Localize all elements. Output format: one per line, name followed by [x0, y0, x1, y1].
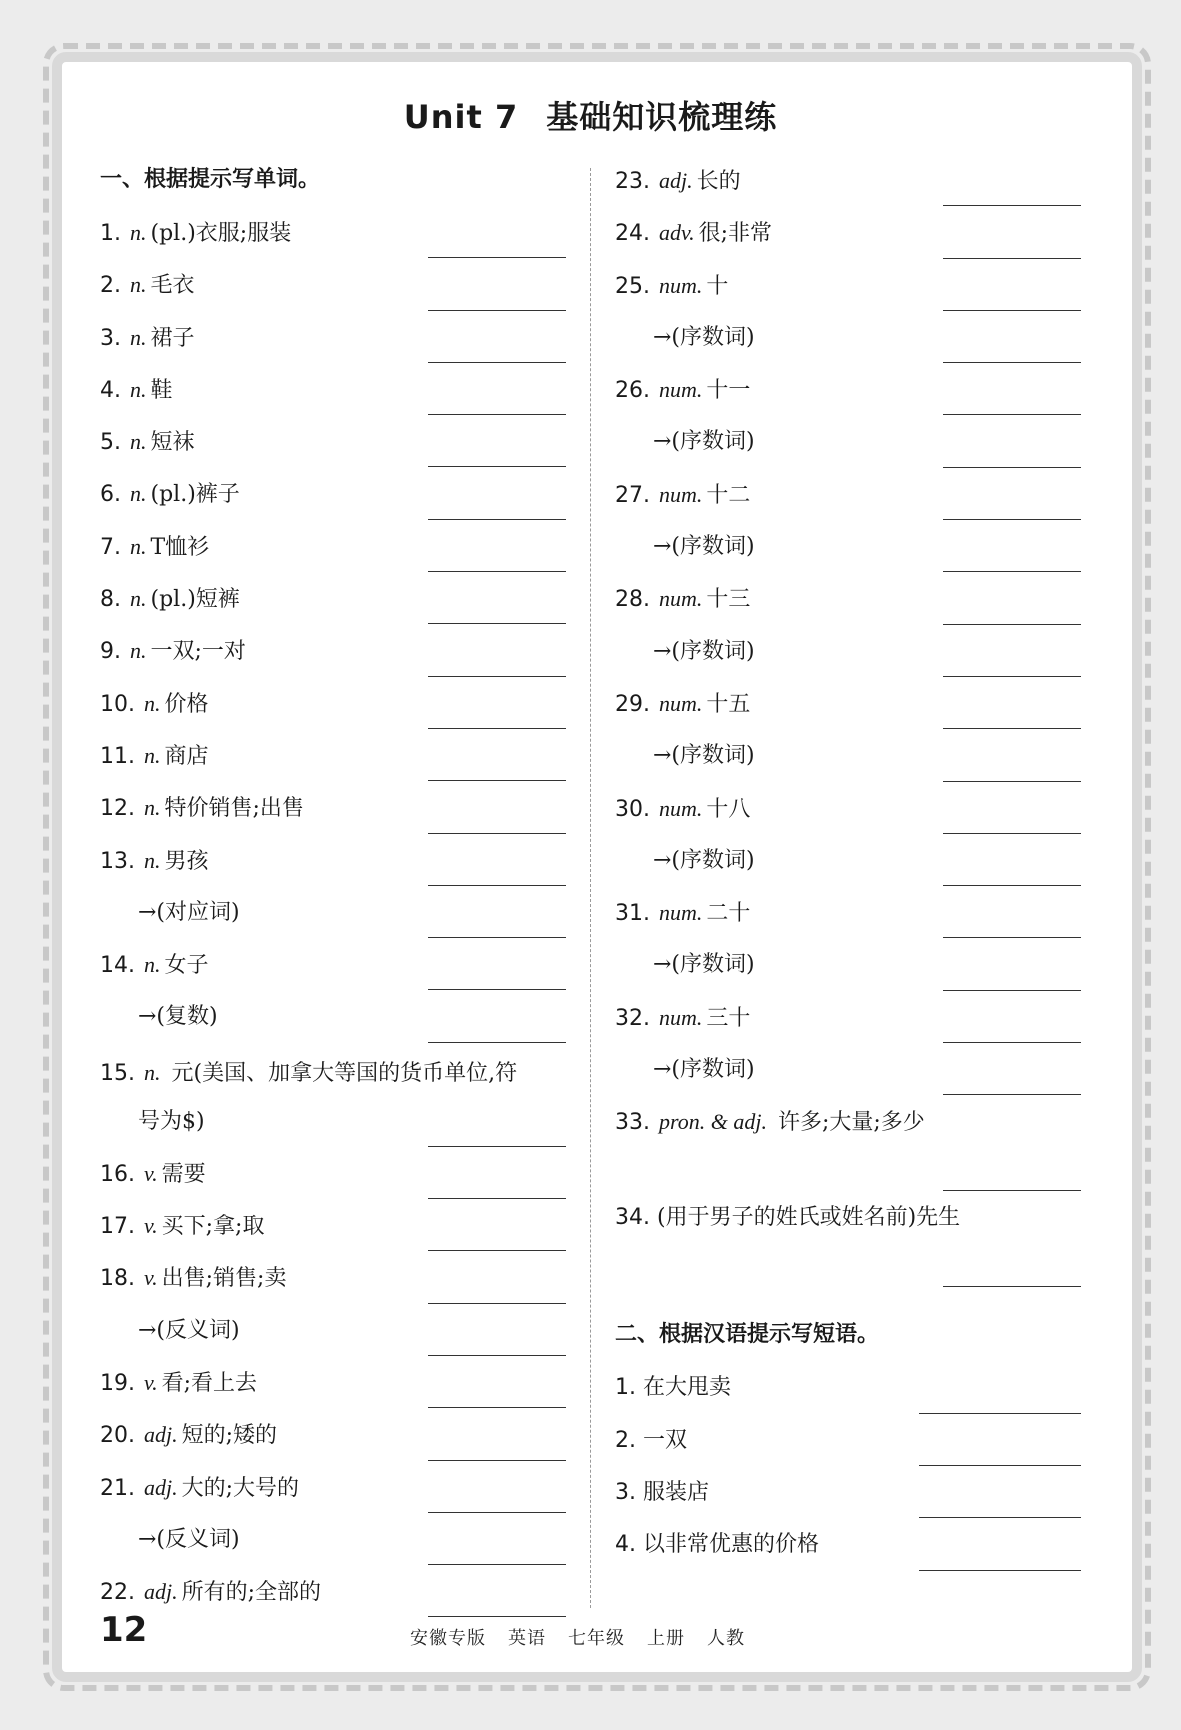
answer-blank[interactable]	[943, 467, 1081, 468]
list-item	[615, 212, 1081, 264]
item-text: 15. n. 元(美国、加拿大等国的货币单位,符 号为$)	[100, 1059, 518, 1134]
answer-blank[interactable]	[428, 676, 566, 677]
list-item	[615, 160, 1081, 212]
word-list-left-2	[100, 1153, 566, 1624]
answer-blank[interactable]	[428, 728, 566, 729]
answer-blank[interactable]	[943, 414, 1081, 415]
item-text: 5. n. 短袜	[100, 429, 195, 456]
answer-blank[interactable]	[943, 728, 1081, 729]
item-text: →(序数词)	[653, 324, 755, 350]
list-item	[100, 578, 566, 630]
answer-blank[interactable]	[943, 937, 1081, 938]
item-text: 1. n. (pl.)衣服;服装	[100, 220, 292, 246]
list-item	[100, 1467, 566, 1519]
list-item	[615, 578, 1081, 630]
list-item	[100, 1310, 566, 1362]
item-text: 28. num. 十三	[615, 586, 751, 613]
list-item	[100, 212, 566, 264]
answer-blank[interactable]	[943, 571, 1081, 572]
item-text: 26. num. 十一	[615, 377, 751, 404]
list-item	[100, 892, 566, 944]
answer-blank[interactable]	[428, 1355, 566, 1356]
list-item	[100, 1362, 566, 1414]
item-text: 22. adj. 所有的;全部的	[100, 1579, 322, 1606]
answer-blank[interactable]	[428, 257, 566, 258]
list-item	[615, 944, 1081, 996]
list-item	[100, 421, 566, 473]
item-text: 9. n. 一双;一对	[100, 638, 246, 665]
list-item	[615, 421, 1081, 473]
answer-blank[interactable]	[428, 414, 566, 415]
item-text: →(对应词)	[138, 899, 240, 925]
list-item	[615, 997, 1081, 1049]
list-item	[100, 1519, 566, 1571]
item-text: 10. n. 价格	[100, 690, 209, 717]
footer-info: 安徽专版 英语 七年级 上册 人教	[410, 1628, 745, 1649]
phrase-list	[615, 1367, 1081, 1576]
answer-blank[interactable]	[943, 885, 1081, 886]
answer-blank[interactable]	[943, 990, 1081, 991]
list-item	[100, 1049, 566, 1153]
item-text: 3. 服装店	[615, 1479, 710, 1505]
answer-blank[interactable]	[919, 1517, 1081, 1518]
answer-blank[interactable]	[943, 258, 1081, 259]
answer-blank[interactable]	[428, 519, 566, 520]
answer-blank[interactable]	[428, 623, 566, 624]
answer-blank[interactable]	[428, 885, 566, 886]
item-text: 7. n. T恤衫	[100, 533, 210, 560]
list-item	[100, 996, 566, 1048]
list-item	[100, 317, 566, 369]
answer-blank[interactable]	[428, 1250, 566, 1251]
item-text: 32. num. 三十	[615, 1004, 751, 1031]
answer-blank[interactable]	[428, 937, 566, 938]
section-heading: 一、根据提示写单词。	[100, 167, 321, 192]
answer-blank[interactable]	[943, 833, 1081, 834]
item-text: 25. num. 十	[615, 272, 729, 299]
item-text: →(序数词)	[653, 743, 755, 769]
item-text: 11. n. 商店	[100, 742, 209, 769]
list-item	[615, 1049, 1081, 1101]
item-text: →(反义词)	[138, 1317, 240, 1343]
item-text: 34. (用于男子的姓氏或姓名前)先生	[615, 1205, 961, 1231]
item-text: 30. num. 十八	[615, 795, 751, 822]
answer-blank[interactable]	[428, 1146, 566, 1147]
item-text: 18. v. 出售;销售;卖	[100, 1265, 287, 1292]
answer-blank[interactable]	[428, 571, 566, 572]
item-text: 23. adj. 长的	[615, 168, 741, 194]
item-text: 29. num. 十五	[615, 690, 751, 717]
answer-blank[interactable]	[943, 205, 1081, 206]
list-item	[615, 892, 1081, 944]
answer-blank[interactable]	[943, 781, 1081, 782]
item-text: 2. 一双	[615, 1427, 688, 1453]
answer-blank[interactable]	[428, 1564, 566, 1565]
item-text: →(序数词)	[653, 847, 755, 873]
answer-blank[interactable]	[428, 989, 566, 990]
list-item	[615, 265, 1081, 317]
answer-blank[interactable]	[428, 1460, 566, 1461]
list-item	[100, 840, 566, 892]
item-text: 14. n. 女子	[100, 952, 209, 979]
answer-blank[interactable]	[428, 1198, 566, 1199]
list-item	[615, 1524, 1081, 1576]
column-divider	[590, 168, 591, 1608]
list-item	[100, 1414, 566, 1466]
list-item	[100, 1257, 566, 1309]
list-item	[615, 526, 1081, 578]
list-item	[100, 787, 566, 839]
page-number: 12	[100, 1610, 148, 1650]
list-item	[100, 944, 566, 996]
list-item	[615, 1367, 1081, 1419]
answer-blank[interactable]	[943, 1286, 1081, 1287]
section-heading: 二、根据汉语提示写短语。	[615, 1322, 880, 1348]
item-text: 24. adv. 很;非常	[615, 220, 773, 247]
list-item	[100, 1571, 566, 1623]
answer-blank[interactable]	[919, 1465, 1081, 1466]
answer-blank[interactable]	[428, 1512, 566, 1513]
answer-blank[interactable]	[943, 1042, 1081, 1043]
item-text: 19. v. 看;看上去	[100, 1369, 258, 1396]
item-text: 20. adj. 短的;矮的	[100, 1422, 278, 1449]
left-column	[100, 160, 566, 1623]
word-list-right	[615, 160, 1081, 1101]
item-text: 1. 在大甩卖	[615, 1375, 732, 1401]
item-text: →(反义词)	[138, 1526, 240, 1552]
page-title: Unit 7 基础知识梳理练	[403, 98, 778, 136]
item-text: →(序数词)	[653, 952, 755, 978]
right-column	[615, 160, 1081, 1577]
answer-blank[interactable]	[943, 362, 1081, 363]
item-text: →(序数词)	[653, 1057, 755, 1083]
item-text: 4. 以非常优惠的价格	[615, 1532, 820, 1558]
item-text: 13. n. 男孩	[100, 847, 209, 874]
item-text: →(序数词)	[653, 638, 755, 664]
answer-blank[interactable]	[943, 676, 1081, 677]
list-item	[100, 1153, 566, 1205]
list-item	[100, 683, 566, 735]
answer-blank[interactable]	[943, 310, 1081, 311]
list-item	[100, 526, 566, 578]
list-item	[100, 630, 566, 682]
item-text: 2. n. 毛衣	[100, 272, 195, 299]
list-item	[615, 788, 1081, 840]
answer-blank[interactable]	[919, 1413, 1081, 1414]
item-text: →(复数)	[138, 1004, 218, 1030]
item-text: 17. v. 买下;拿;取	[100, 1213, 265, 1240]
answer-blank[interactable]	[428, 310, 566, 311]
item-text: 6. n. (pl.)裤子	[100, 481, 240, 508]
list-item	[615, 1472, 1081, 1524]
answer-blank[interactable]	[943, 1190, 1081, 1191]
answer-blank[interactable]	[428, 466, 566, 467]
list-item	[615, 1420, 1081, 1472]
item-text: 27. num. 十二	[615, 481, 751, 508]
answer-blank[interactable]	[428, 362, 566, 363]
answer-blank[interactable]	[428, 833, 566, 834]
answer-blank[interactable]	[943, 519, 1081, 520]
answer-blank[interactable]	[943, 624, 1081, 625]
list-item	[615, 735, 1081, 787]
list-item	[100, 369, 566, 421]
item-text: 3. n. 裙子	[100, 324, 195, 351]
list-item	[100, 735, 566, 787]
item-text: 31. num. 二十	[615, 900, 751, 927]
item-text: 21. adj. 大的;大号的	[100, 1474, 300, 1501]
item-text: →(序数词)	[653, 534, 755, 560]
item-text: 33. pron. & adj. 许多;大量;多少	[615, 1109, 925, 1136]
answer-blank[interactable]	[428, 1616, 566, 1617]
list-item	[615, 1101, 1081, 1197]
list-item	[615, 474, 1081, 526]
answer-blank[interactable]	[428, 1407, 566, 1408]
item-text: 4. n. 鞋	[100, 376, 173, 403]
answer-blank[interactable]	[428, 1042, 566, 1043]
answer-blank[interactable]	[943, 1094, 1081, 1095]
list-item	[100, 264, 566, 316]
answer-blank[interactable]	[428, 780, 566, 781]
list-item	[615, 1197, 1081, 1293]
list-item	[615, 369, 1081, 421]
item-text: →(序数词)	[653, 429, 755, 455]
list-item	[100, 473, 566, 525]
list-item	[615, 631, 1081, 683]
item-text: 8. n. (pl.)短裤	[100, 586, 240, 613]
list-item	[615, 317, 1081, 369]
item-text: 12. n. 特价销售;出售	[100, 795, 304, 822]
list-item	[615, 840, 1081, 892]
item-text: 16. v. 需要	[100, 1160, 206, 1187]
answer-blank[interactable]	[919, 1570, 1081, 1571]
answer-blank[interactable]	[428, 1303, 566, 1304]
word-list-left	[100, 212, 566, 1049]
list-item	[615, 683, 1081, 735]
list-item	[100, 1205, 566, 1257]
